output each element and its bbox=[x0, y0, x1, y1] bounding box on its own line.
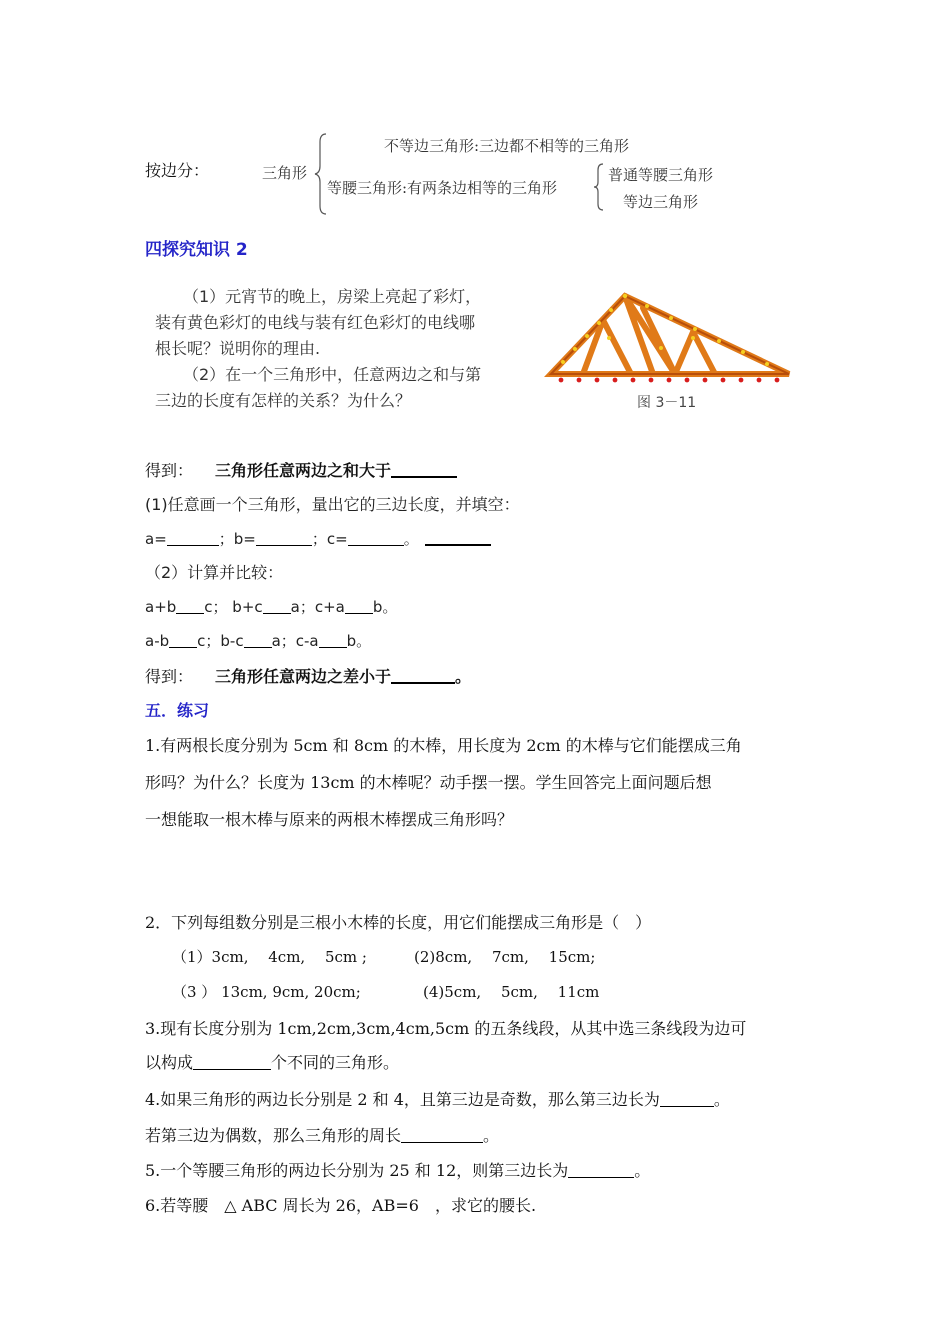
exercise-1-line-3: 一想能取一根木棒与原来的两根木棒摆成三角形吗？ bbox=[145, 810, 514, 829]
exercise-2-option-4: (4)5cm, 5cm, 11cm bbox=[423, 983, 600, 1001]
conclusion-1-prefix: 得到： bbox=[145, 461, 194, 480]
exercise-4-line-1 bbox=[145, 1087, 730, 1110]
exercise-4-blank-2[interactable] bbox=[401, 1126, 483, 1143]
b-blank[interactable] bbox=[256, 530, 312, 546]
section-5-title: 五．练习 bbox=[145, 701, 210, 720]
isosceles-triangle-def: 等腰三角形:有两条边相等的三角形 bbox=[327, 179, 558, 197]
exercise-2-stem: 2．下列每组数分别是三根小木棒的长度，用它们能摆成三角形是（ ） bbox=[145, 913, 652, 932]
roof-truss-lights-picture bbox=[543, 288, 798, 388]
sum-blank-1[interactable] bbox=[176, 598, 204, 614]
sum-blank-2[interactable] bbox=[263, 598, 291, 614]
conclusion-1 bbox=[145, 458, 457, 481]
conclusion-2 bbox=[145, 664, 471, 687]
exercise-1-line-2: 形吗？为什么？长度为 13cm 的木棒呢？动手摆一摆。学生回答完上面问题后想 bbox=[145, 773, 712, 792]
c-label: ；c= bbox=[311, 530, 348, 548]
figure-q2-line1: （2）在一个三角形中，任意两边之和与第 bbox=[183, 365, 482, 384]
classification-label: 按边分： bbox=[145, 161, 210, 180]
exercise-4-blank-1[interactable] bbox=[660, 1090, 714, 1107]
exercise-5-question: 5.一个等腰三角形的两边长分别为 25 和 12，则第三边长为 bbox=[145, 1161, 569, 1180]
diff-ca: a；c-a bbox=[271, 632, 319, 650]
step-1-instruction: (1)任意画一个三角形，量出它的三边长度，并填空： bbox=[145, 495, 520, 514]
exercise-5-end: 。 bbox=[634, 1161, 651, 1180]
figure-caption: 图 3－11 bbox=[637, 395, 697, 411]
figure-q1-line2: 装有黄色彩灯的电线与装有红色彩灯的电线哪 bbox=[155, 313, 476, 332]
exercise-3-line-1: 3.现有长度分别为 1cm,2cm,3cm,4cm,5cm 的五条线段，从其中选三条线段为边可 bbox=[145, 1019, 747, 1038]
diff-blank-3[interactable] bbox=[319, 632, 347, 648]
right-brace-icon bbox=[592, 162, 606, 212]
diff-ab: a-b bbox=[145, 632, 170, 650]
exercise-5-blank[interactable] bbox=[568, 1161, 634, 1178]
exercise-2-option-2: (2)8cm, 7cm, 15cm; bbox=[414, 948, 596, 966]
exercise-6: 6.若等腰 △ ABC 周长为 26，AB=6 ，求它的腰长. bbox=[145, 1196, 537, 1215]
exercise-4-end-1: 。 bbox=[713, 1090, 730, 1109]
sum-blank-3[interactable] bbox=[345, 598, 373, 614]
exercise-3-prefix: 以构成 bbox=[145, 1053, 194, 1072]
figure-q2-line2: 三边的长度有怎样的关系？为什么？ bbox=[155, 391, 412, 410]
classification-root: 三角形 bbox=[262, 164, 308, 182]
exercise-2-option-3: （3 ） 13cm, 9cm, 20cm; bbox=[172, 983, 361, 1001]
c-blank[interactable] bbox=[348, 530, 404, 546]
exercise-3-line-2 bbox=[145, 1050, 399, 1073]
exercise-4-question-2: 若第三边为偶数，那么三角形的周长 bbox=[145, 1126, 402, 1145]
exercise-4-end-2: 。 bbox=[483, 1126, 500, 1145]
conclusion-2-end: 。 bbox=[455, 667, 472, 686]
exercise-2-option-1: （1）3cm, 4cm, 5cm ; bbox=[172, 948, 367, 966]
b-label: ；b= bbox=[218, 530, 256, 548]
sum-compare-line bbox=[145, 596, 397, 617]
figure-q1-line3: 根长呢？说明你的理由. bbox=[155, 339, 321, 358]
sum-end: b。 bbox=[372, 598, 398, 616]
exercise-3-blank[interactable] bbox=[193, 1053, 271, 1070]
diff-end: b。 bbox=[346, 632, 372, 650]
scalene-triangle-def: 不等边三角形:三边都不相等的三角形 bbox=[384, 137, 630, 155]
equilateral-triangle: 等边三角形 bbox=[623, 193, 699, 211]
ordinary-isosceles: 普通等腰三角形 bbox=[608, 166, 714, 184]
sum-ca: a；c+a bbox=[290, 598, 345, 616]
conclusion-1-text: 三角形任意两边之和大于 bbox=[215, 461, 392, 480]
textbook-figure bbox=[143, 276, 801, 432]
diff-blank-2[interactable] bbox=[244, 632, 272, 648]
conclusion-2-prefix: 得到： bbox=[145, 667, 194, 686]
diff-blank-1[interactable] bbox=[169, 632, 197, 648]
diff-bc: c；b-c bbox=[197, 632, 244, 650]
sum-ab: a+b bbox=[145, 598, 177, 616]
conclusion-2-text: 三角形任意两边之差小于 bbox=[215, 667, 392, 686]
exercise-4-question: 4.如果三角形的两边长分别是 2 和 4，且第三边是奇数，那么第三边长为 bbox=[145, 1090, 660, 1109]
conclusion-2-blank[interactable] bbox=[391, 666, 455, 684]
a-blank[interactable] bbox=[167, 530, 219, 546]
conclusion-1-blank[interactable] bbox=[391, 460, 457, 478]
abc-extra-blank[interactable] bbox=[425, 529, 491, 546]
a-label: a= bbox=[145, 530, 167, 548]
abc-line-end: 。 bbox=[403, 530, 419, 548]
step-2-instruction: （2）计算并比较： bbox=[145, 563, 284, 582]
figure-q1-line1: （1）元宵节的晚上，房梁上亮起了彩灯， bbox=[183, 287, 482, 306]
abc-measure-line bbox=[145, 528, 491, 549]
exercise-4-line-2 bbox=[145, 1123, 499, 1146]
exercise-1-line-1: 1.有两根长度分别为 5cm 和 8cm 的木棒，用长度为 2cm 的木棒与它们能摆成三角 bbox=[145, 736, 742, 755]
exercise-3-suffix: 个不同的三角形。 bbox=[271, 1053, 400, 1072]
diff-compare-line bbox=[145, 630, 371, 651]
left-brace-icon bbox=[312, 132, 330, 216]
section-4-title: 四探究知识 2 bbox=[145, 240, 248, 260]
sum-bc: c； b+c bbox=[204, 598, 263, 616]
exercise-5 bbox=[145, 1158, 650, 1181]
